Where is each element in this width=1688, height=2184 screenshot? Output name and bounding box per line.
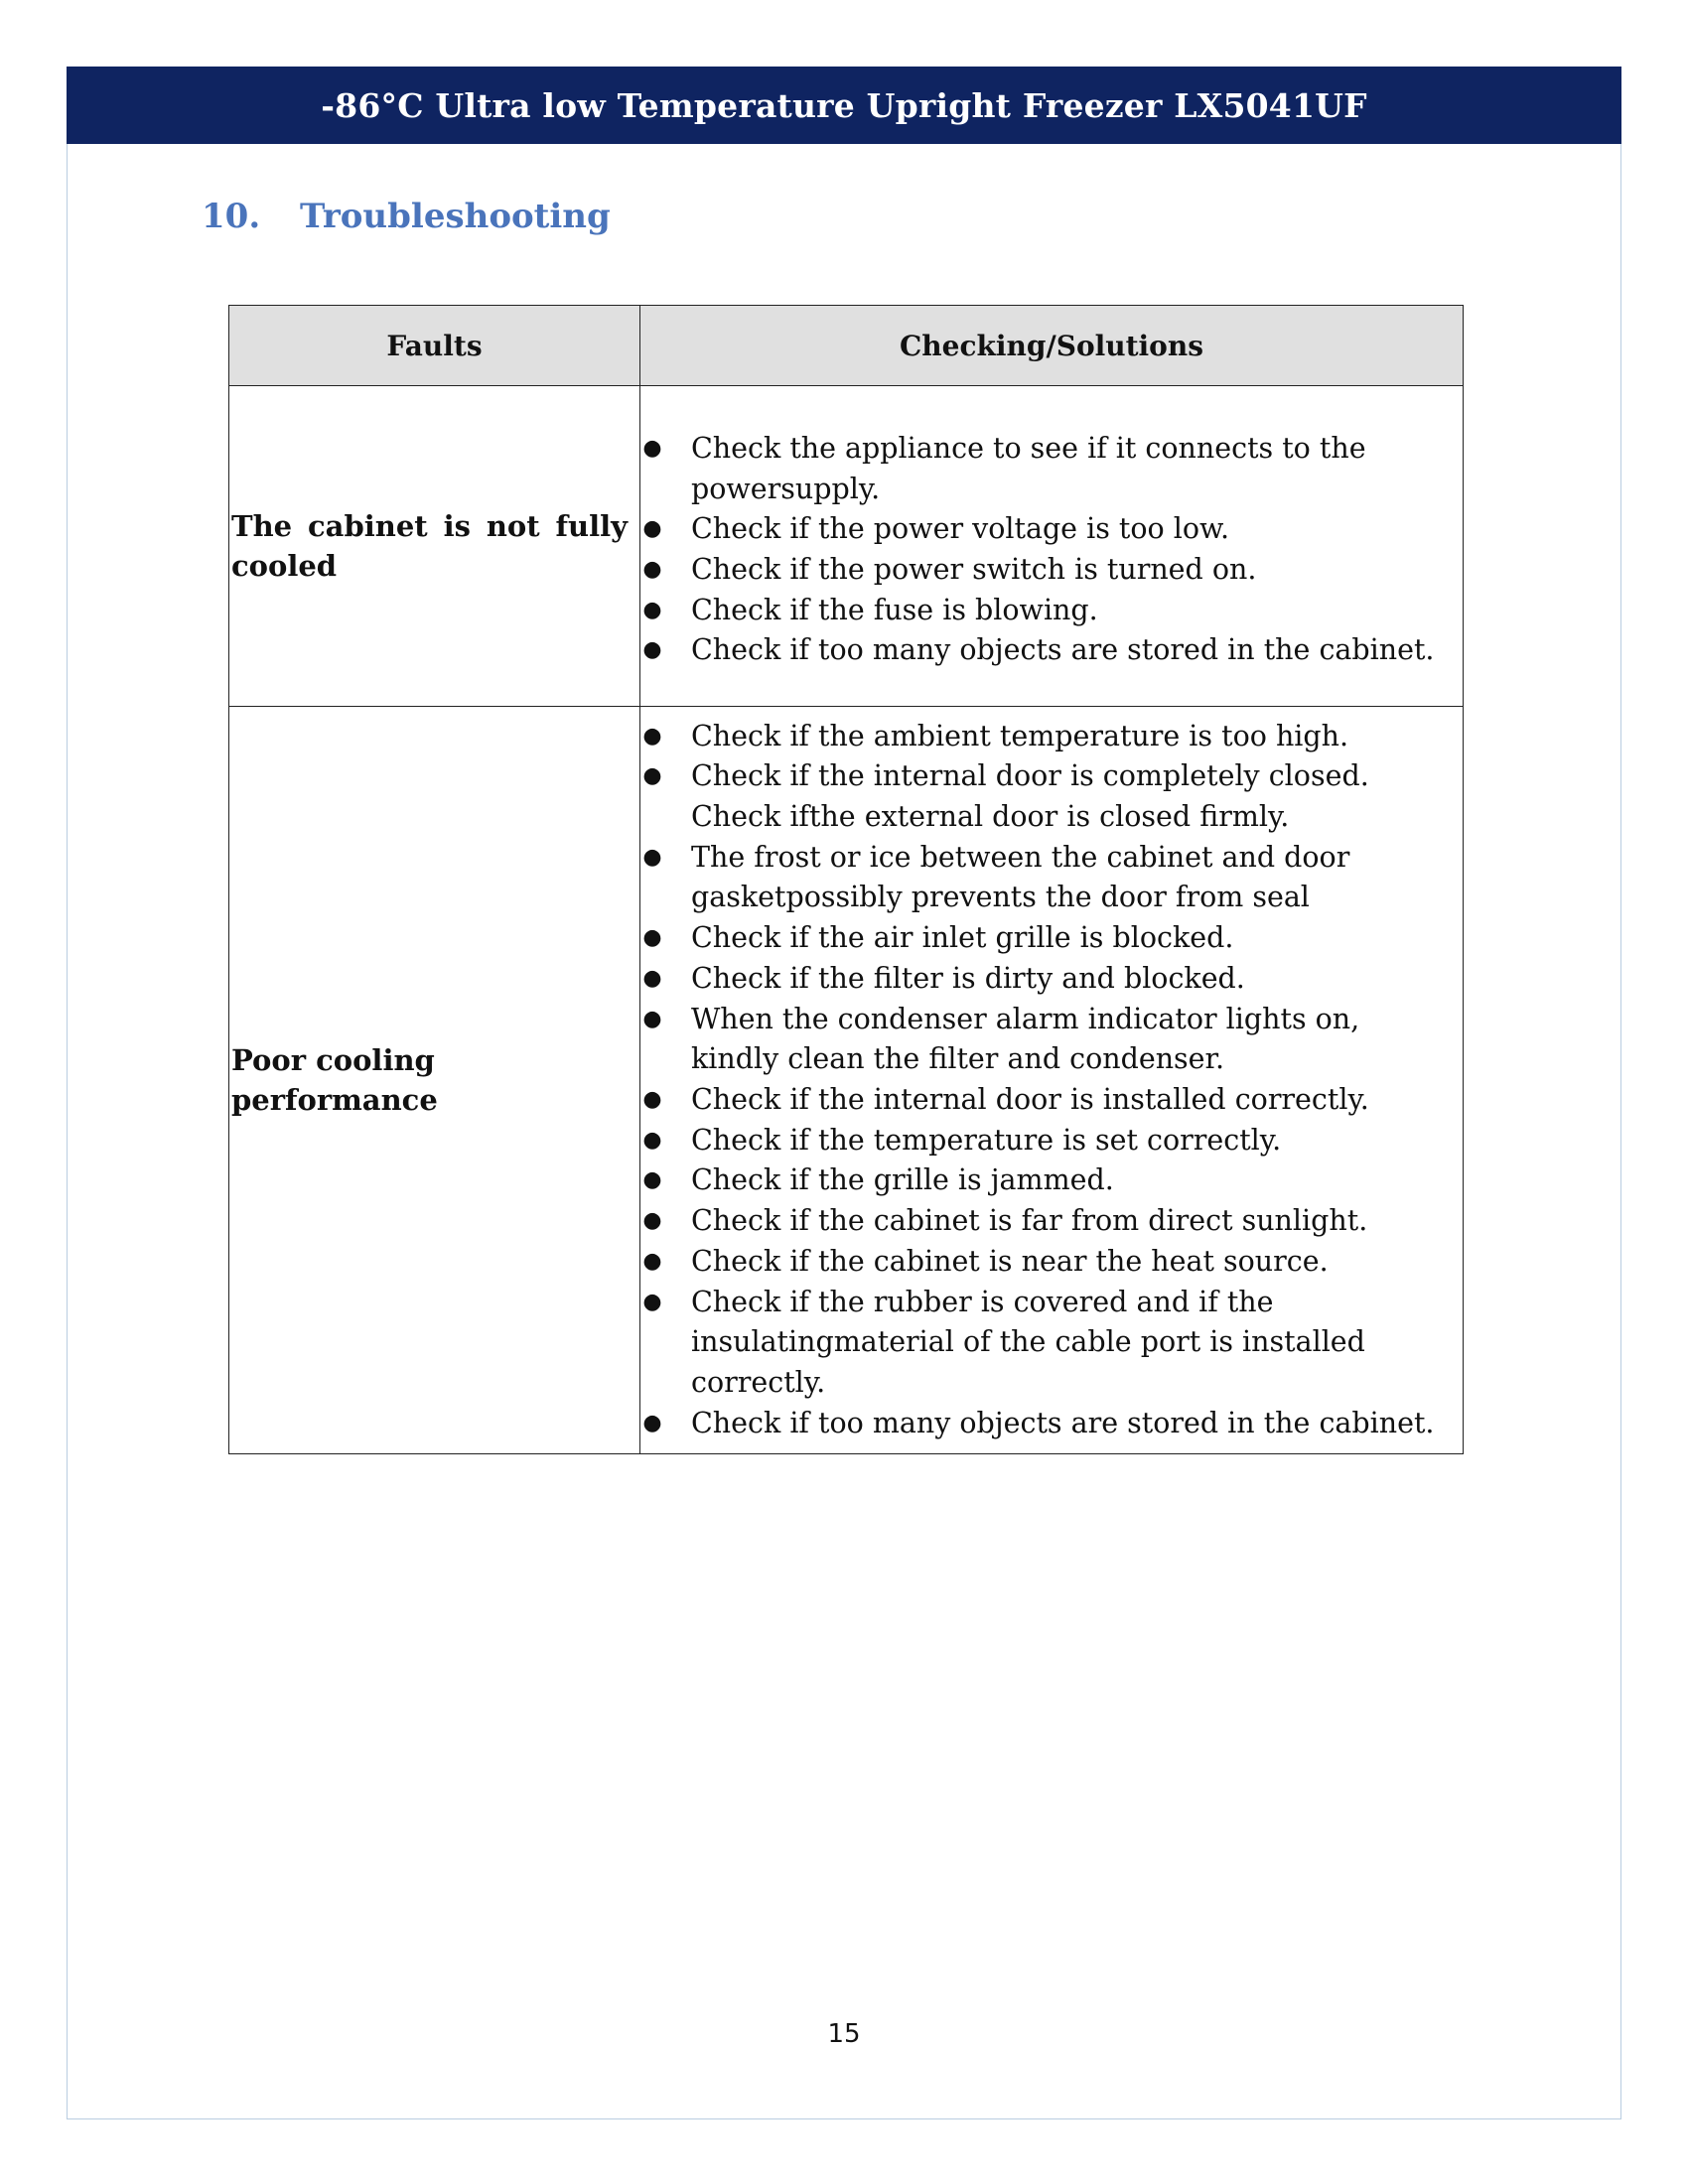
bullet-icon: ● [642,1289,662,1314]
solution-item [640,429,1449,509]
solution-item [640,1404,1449,1444]
solution-text: Check if the internal door is completely closed. Check ifthe external door is closed firmly. [691,759,1369,834]
solutions-list [640,717,1449,1444]
bullet-icon: ● [642,1127,662,1153]
solution-item [640,509,1449,550]
bullet-icon: ● [642,597,662,622]
solutions-cell [640,707,1464,1454]
page-number: 15 [827,2019,861,2049]
solution-text: Check if too many objects are stored in the cabinet. [691,1406,1435,1439]
bullet-icon: ● [642,1167,662,1193]
bullet-icon: ● [642,925,662,951]
bullet-icon: ● [642,637,662,663]
solution-text: Check the appliance to see if it connects to the powersupply. [691,431,1366,505]
bullet-icon: ● [642,1208,662,1234]
solution-text: Check if too many objects are stored in the cabinet. [691,633,1435,667]
section-heading [202,197,611,236]
solution-item [640,838,1449,918]
solution-text: Check if the cabinet is far from direct sunlight. [691,1204,1368,1238]
table-header-row [229,306,1464,386]
solution-text: Check if the fuse is blowing. [691,593,1098,626]
solution-item [640,717,1449,757]
solution-text: Check if the grille is jammed. [691,1163,1114,1197]
bullet-icon: ● [642,723,662,749]
solution-text: Check if the rubber is covered and if the insulatingmaterial of the cable port is installed correctly. [691,1285,1365,1399]
solution-item [640,1201,1449,1242]
table-row [229,386,1464,707]
bullet-icon: ● [642,1248,662,1274]
table-row [229,707,1464,1454]
bullet-icon: ● [642,435,662,461]
document-header [67,67,1621,144]
column-header-solutions: Checking/Solutions [640,306,1464,386]
solution-text: Check if the filter is dirty and blocked. [691,961,1245,995]
bullet-icon: ● [642,965,662,991]
solution-item [640,1160,1449,1201]
solution-text: Check if the internal door is installed correctly. [691,1083,1369,1116]
solution-item [640,1000,1449,1080]
solution-text: Check if the air inlet grille is blocked. [691,921,1234,955]
solution-item [640,591,1449,631]
solution-item [640,630,1449,671]
solution-text: Check if the power voltage is too low. [691,512,1230,546]
solutions-cell [640,386,1464,707]
bullet-icon: ● [642,1087,662,1112]
troubleshooting-table [228,305,1464,1454]
column-header-faults: Faults [229,306,640,386]
solution-text: Check if the cabinet is near the heat source. [691,1244,1329,1278]
solution-item [640,756,1449,837]
bullet-icon: ● [642,1410,662,1435]
solution-item [640,1121,1449,1161]
fault-cell: The cabinet is not fully cooled [229,386,640,707]
solution-text: The frost or ice between the cabinet and door gasketpossibly prevents the door from seal [691,840,1350,914]
solution-text: Check if the power switch is turned on. [691,553,1257,586]
document-title: -86°C Ultra low Temperature Upright Freezer LX5041UF [321,85,1367,125]
bullet-icon: ● [642,557,662,582]
solutions-list [640,421,1449,671]
solution-text: Check if the ambient temperature is too high. [691,719,1349,752]
solution-item [640,1080,1449,1121]
bullet-icon: ● [642,844,662,870]
bullet-icon: ● [642,1006,662,1031]
solution-item [640,959,1449,1000]
bullet-icon: ● [642,763,662,789]
solution-item [640,1283,1449,1404]
solution-item [640,550,1449,591]
solution-item [640,1242,1449,1283]
fault-cell: Poor cooling performance [229,707,640,1454]
solution-text: When the condenser alarm indicator lights on, kindly clean the filter and condenser. [691,1002,1360,1076]
solution-item [640,918,1449,959]
section-title: Troubleshooting [300,197,611,236]
bullet-icon: ● [642,516,662,542]
section-number: 10. [202,197,261,236]
solution-text: Check if the temperature is set correctly. [691,1123,1282,1157]
